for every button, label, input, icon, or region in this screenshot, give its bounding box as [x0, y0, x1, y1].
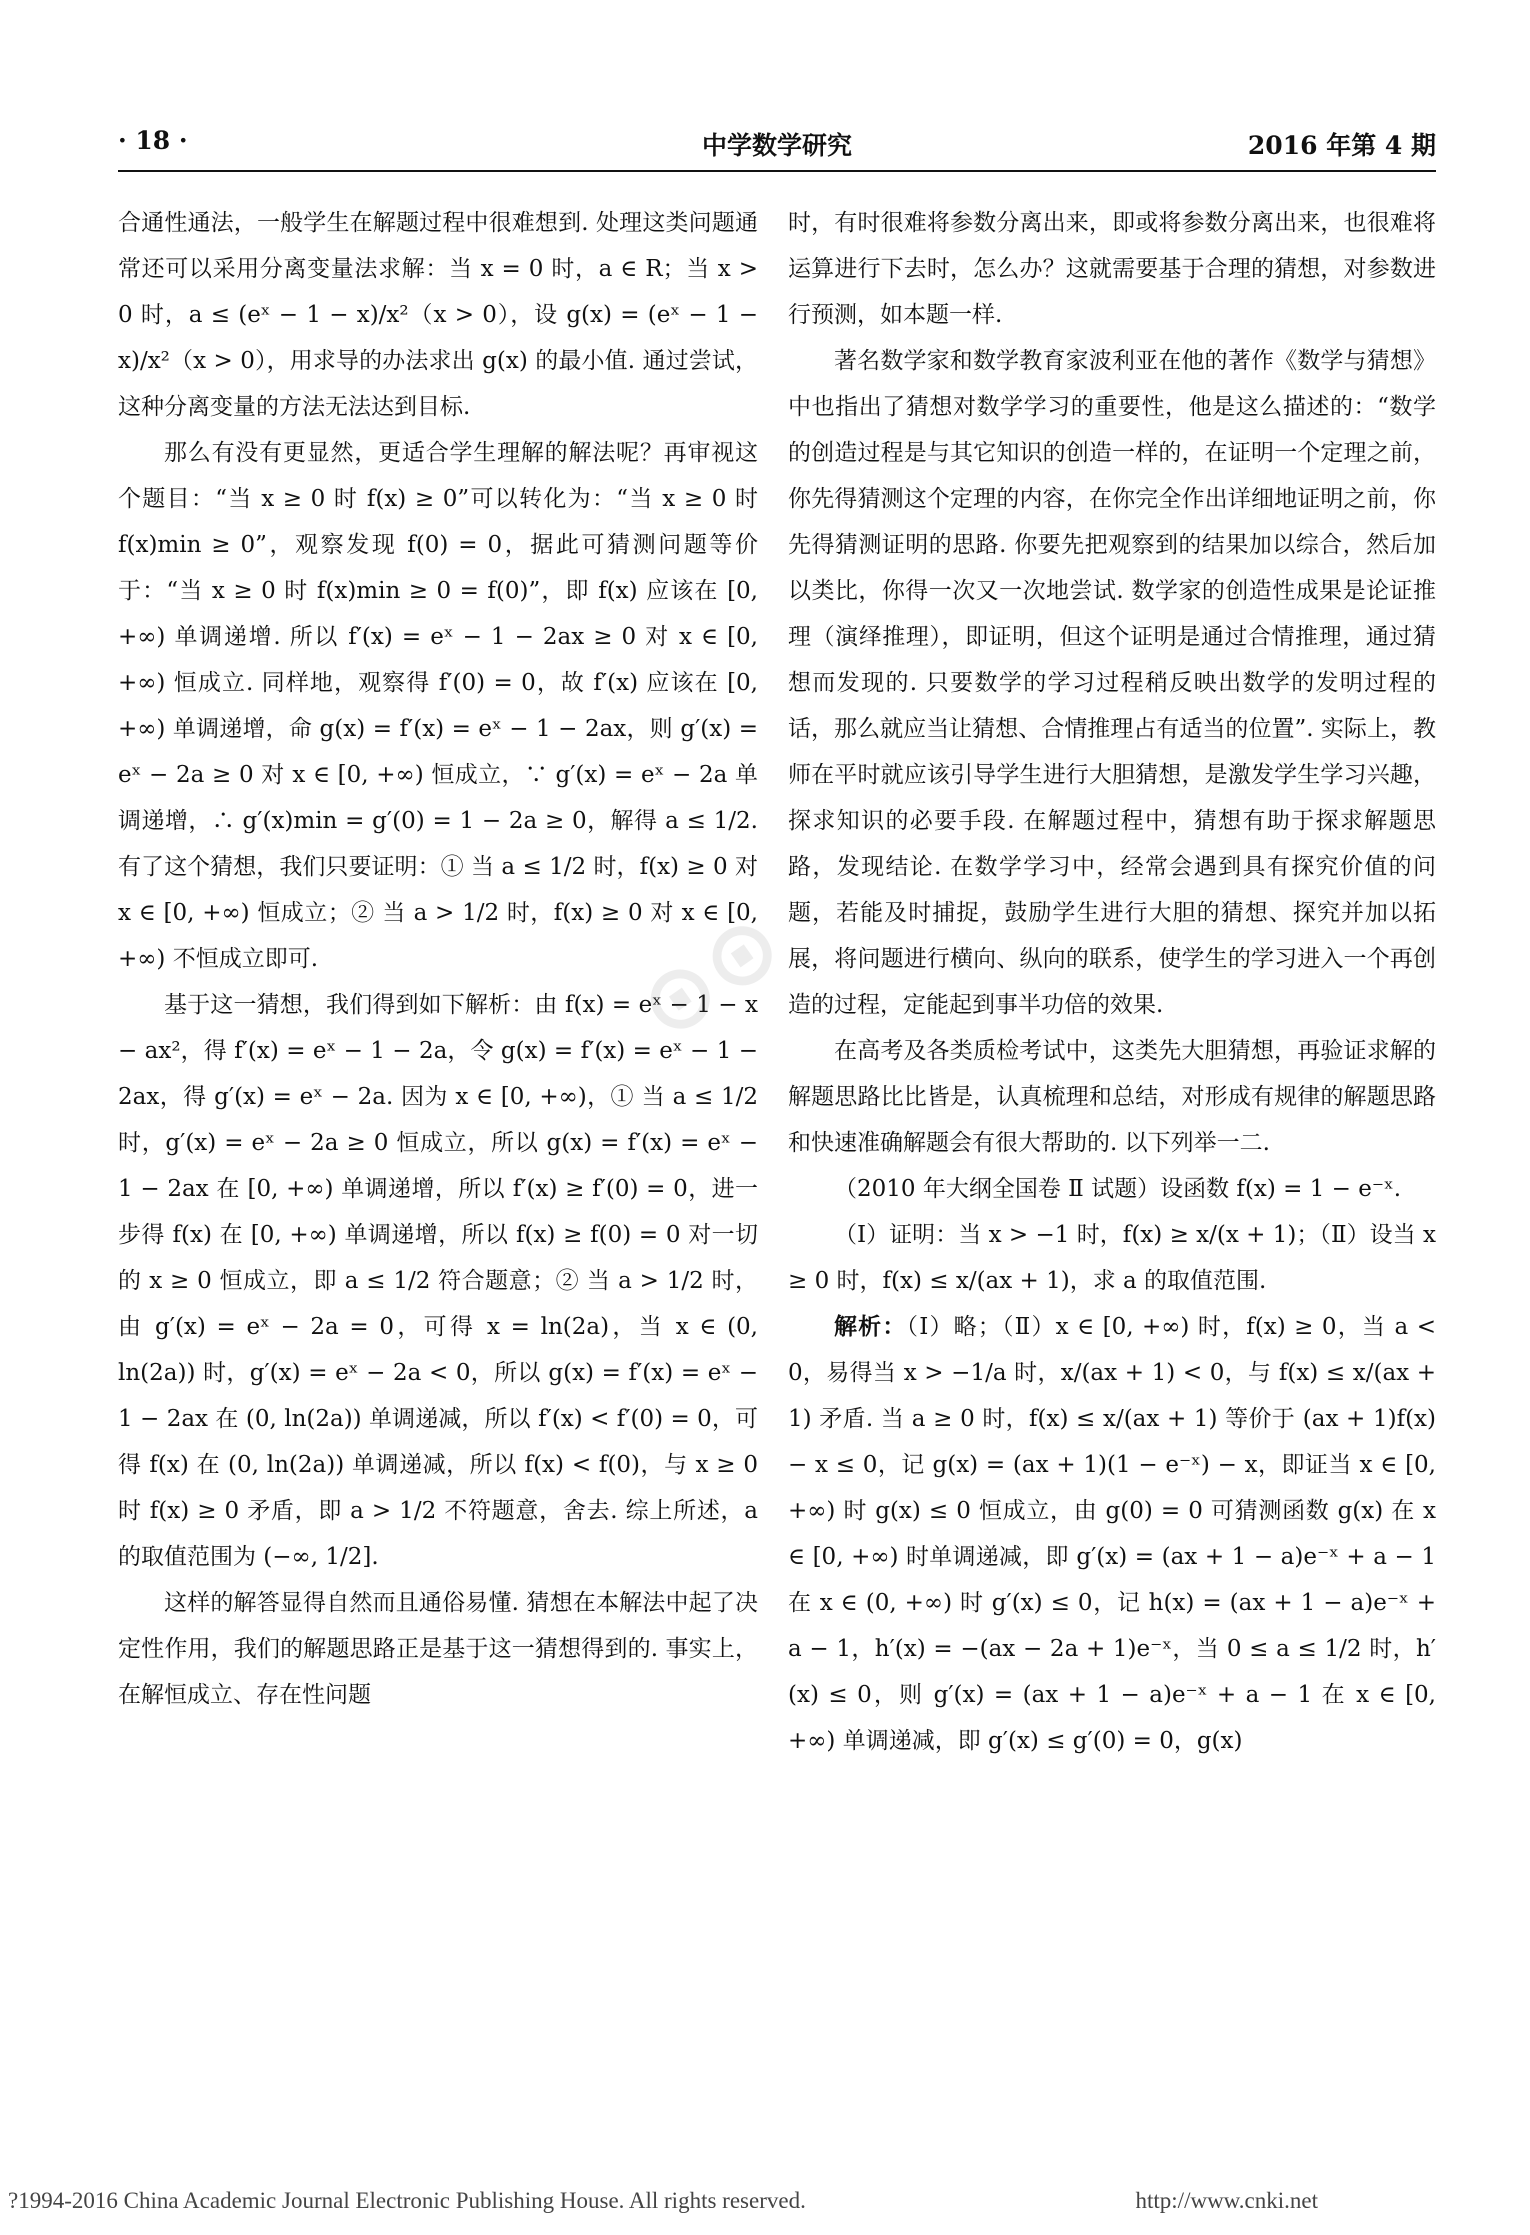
left-paragraph-1: 合通性通法，一般学生在解题过程中很难想到. 处理这类问题通常还可以采用分离变量法求解：当 x = 0 时，a ∈ R；当 x > 0 时，a ≤ (eˣ − 1 − x)/x²（x > 0），设 g(x) = (eˣ − 1 − x)/x²（x > 0），用求导的办法求出 g(x) 的最小值. 通过尝试，这种分离变量的方法无法达到目标.	[118, 210, 758, 420]
left-paragraph-4: 这样的解答显得自然而且通俗易懂. 猜想在本解法中起了决定性作用，我们的解题思路正是基于这一猜想得到的. 事实上，在解恒成立、存在性问题	[118, 1590, 758, 1708]
solution-label: 解析：	[834, 1313, 907, 1340]
page-header	[118, 122, 1436, 166]
problem-statement: （2010 年大纲全国卷 Ⅱ 试题）设函数 f(x) = 1 − e⁻ˣ.	[834, 1176, 1402, 1202]
right-paragraph-1: 时，有时很难将参数分离出来，即或将参数分离出来，也很难将运算进行下去时，怎么办？这就需要基于合理的猜想，对参数进行预测，如本题一样.	[788, 210, 1436, 328]
watermark-logo-icon: ⊙⊙	[618, 889, 802, 1062]
page-footer	[8, 2188, 1318, 2214]
right-paragraph-2: 著名数学家和数学教育家波利亚在他的著作《数学与猜想》中也指出了猜想对数学学习的重要性，他是这么描述的：“数学的创造过程是与其它知识的创造一样的，在证明一个定理之前，你先得猜测这个定理的内容，在你完全作出详细地证明之前，你先得猜测证明的思路. 你要先把观察到的结果加以综合，然后加以类比，你得一次又一次地尝试. 数学家的创造性成果是论证推理（演绎推理），即证明，但这个证明是通过合情推理，通过猜想而发现的. 只要数学的学习过程稍反映出数学的发明过程的话，那么就应当让猜想、合情推理占有适当的位置”. 实际上，教师在平时就应该引导学生进行大胆猜想，是激发学生学习兴趣，探求知识的必要手段. 在解题过程中，猜想有助于探求解题思路，发现结论. 在数学学习中，经常会遇到具有探究价值的问题，若能及时捕捉，鼓励学生进行大胆的猜想、探究并加以拓展，将问题进行横向、纵向的联系，使学生的学习进入一个再创造的过程，定能起到事半功倍的效果.	[788, 348, 1436, 1018]
solution-text: （Ⅰ）略；（Ⅱ）x ∈ [0, +∞) 时，f(x) ≥ 0，当 a < 0，易得当 x > −1/a 时，x/(ax + 1) < 0，与 f(x) ≤ x/(ax + 1) 矛盾. 当 a ≥ 0 时，f(x) ≤ x/(ax + 1) 等价于 (ax + 1)f(x) − x ≤ 0，记 g(x) = (ax + 1)(1 − e⁻ˣ) − x，即证当 x ∈ [0, +∞) 时 g(x) ≤ 0 恒成立，由 g(0) = 0 可猜测函数 g(x) 在 x ∈ [0, +∞) 时单调递减，即 g′(x) = (ax + 1 − a)e⁻ˣ + a − 1 在 x ∈ (0, +∞) 时 g′(x) ≤ 0，记 h(x) = (ax + 1 − a)e⁻ˣ + a − 1，h′(x) = −(ax − 2a + 1)e⁻ˣ，当 0 ≤ a ≤ 1/2 时，h′(x) ≤ 0，则 g′(x) = (ax + 1 − a)e⁻ˣ + a − 1 在 x ∈ [0, +∞) 单调递减，即 g′(x) ≤ g′(0) = 0，g(x)	[788, 1314, 1437, 1754]
solution-paragraph	[788, 1304, 1436, 1764]
problem-parts: （Ⅰ）证明：当 x > −1 时，f(x) ≥ x/(x + 1)；（Ⅱ）设当 x ≥ 0 时，f(x) ≤ x/(ax + 1)，求 a 的取值范围.	[788, 1222, 1436, 1294]
issue-label: 2016 年第 4 期	[1247, 131, 1436, 160]
copyright-notice: ?1994-2016 China Academic Journal Electronic Publishing House. All rights reserved.	[8, 2188, 806, 2213]
header-rule	[118, 170, 1436, 172]
page-number: · 18 ·	[118, 126, 188, 155]
right-column	[788, 200, 1436, 1764]
journal-title: 中学数学研究	[701, 131, 852, 160]
left-paragraph-2: 那么有没有更显然，更适合学生理解的解法呢？再审视这个题目：“当 x ≥ 0 时 f(x) ≥ 0”可以转化为：“当 x ≥ 0 时 f(x)min ≥ 0”，观察发现 f(0) = 0，据此可猜测问题等价于：“当 x ≥ 0 时 f(x)min ≥ 0 = f(0)”，即 f(x) 应该在 [0, +∞) 单调递增. 所以 f′(x) = eˣ − 1 − 2ax ≥ 0 对 x ∈ [0, +∞) 恒成立. 同样地，观察得 f′(0) = 0，故 f′(x) 应该在 [0, +∞) 单调递增，命 g(x) = f′(x) = eˣ − 1 − 2ax，则 g′(x) = eˣ − 2a ≥ 0 对 x ∈ [0, +∞) 恒成立，∵ g′(x) = eˣ − 2a 单调递增，∴ g′(x)min = g′(0) = 1 − 2a ≥ 0，解得 a ≤ 1/2. 有了这个猜想，我们只要证明：① 当 a ≤ 1/2 时，f(x) ≥ 0 对 x ∈ [0, +∞) 恒成立；② 当 a > 1/2 时，f(x) ≥ 0 对 x ∈ [0, +∞) 不恒成立即可.	[118, 440, 758, 972]
footer-url: http://www.cnki.net	[1135, 2188, 1318, 2213]
left-paragraph-3: 基于这一猜想，我们得到如下解析：由 f(x) = eˣ − 1 − x − ax²，得 f′(x) = eˣ − 1 − 2a，令 g(x) = f′(x) = eˣ − 1 − 2ax，得 g′(x) = eˣ − 2a. 因为 x ∈ [0, +∞)，① 当 a ≤ 1/2 时，g′(x) = eˣ − 2a ≥ 0 恒成立，所以 g(x) = f′(x) = eˣ − 1 − 2ax 在 [0, +∞) 单调递增，所以 f′(x) ≥ f′(0) = 0，进一步得 f(x) 在 [0, +∞) 单调递增，所以 f(x) ≥ f(0) = 0 对一切的 x ≥ 0 恒成立，即 a ≤ 1/2 符合题意；② 当 a > 1/2 时，由 g′(x) = eˣ − 2a = 0，可得 x = ln(2a)，当 x ∈ (0, ln(2a)) 时，g′(x) = eˣ − 2a < 0，所以 g(x) = f′(x) = eˣ − 1 − 2ax 在 (0, ln(2a)) 单调递减，所以 f′(x) < f′(0) = 0，可得 f(x) 在 (0, ln(2a)) 单调递减，所以 f(x) < f(0)，与 x ≥ 0 时 f(x) ≥ 0 矛盾，即 a > 1/2 不符题意，舍去. 综上所述，a 的取值范围为 (−∞, 1/2].	[118, 992, 758, 1570]
right-paragraph-3: 在高考及各类质检考试中，这类先大胆猜想，再验证求解的解题思路比比皆是，认真梳理和总结，对形成有规律的解题思路和快速准确解题会有很大帮助的. 以下列举一二.	[788, 1038, 1436, 1156]
